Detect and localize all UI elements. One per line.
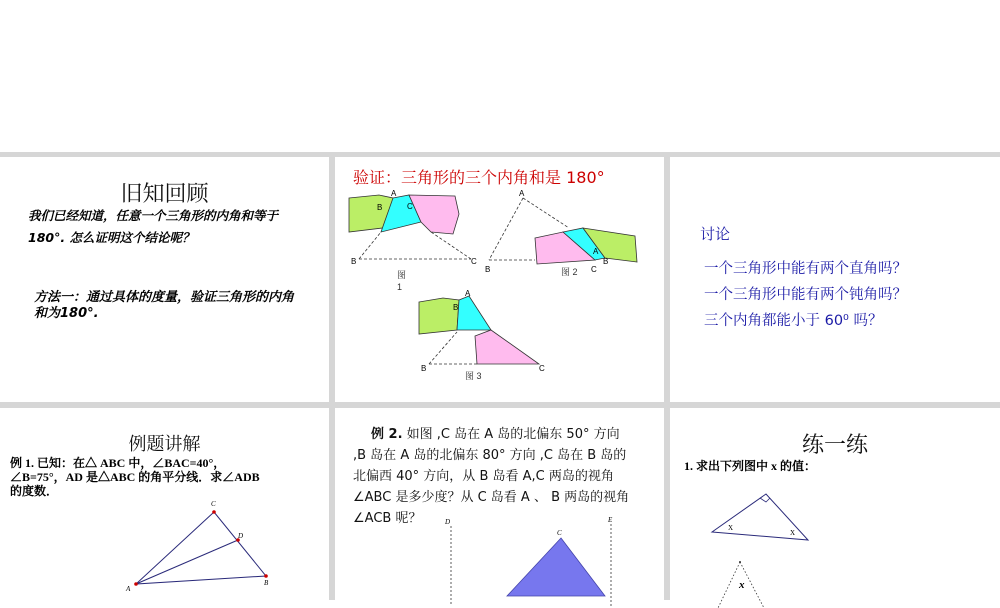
example-2-diagram xyxy=(435,516,635,606)
ex3-label-x1: X xyxy=(728,524,734,532)
example-2-body: 如图 ,C 岛在 A 岛的北偏东 50° 方向 ,B 岛在 A 岛的北偏东 80° 方向 ,C 岛在 B 岛的北偏西 40° 方向，从 B 岛看 A,C 两岛的视角∠ABC 是多少度？从 C 岛看 A 、 B 两岛的视角∠ACB 呢？ xyxy=(353,427,630,526)
figure-1-caption: 图1 xyxy=(397,270,407,292)
exercise-1-text: 1. 求出下列图中 x 的值： xyxy=(684,459,817,473)
fig2-label-c: C xyxy=(591,265,597,274)
fig1-label-b: B xyxy=(377,203,383,212)
figure-1-torn-triangle xyxy=(347,189,487,282)
discussion-question-3: 三个内角都能小于 60⁰ 吗？ xyxy=(704,313,883,329)
ex2-label-c: C xyxy=(557,529,562,537)
angle-bisector-ad xyxy=(136,540,238,584)
slide-4-thumbnail[interactable] xyxy=(0,408,329,600)
slide-3-thumbnail[interactable] xyxy=(670,157,1000,402)
fig3-label-b: B xyxy=(453,303,459,312)
fig2-label-b2: B xyxy=(603,257,609,266)
fig1-label-a: A xyxy=(391,189,397,198)
ex2-label-e: E xyxy=(608,516,613,524)
fig1-label-b2: B xyxy=(351,257,357,266)
blank-header-area xyxy=(0,0,1000,152)
triangle-abc xyxy=(136,512,266,584)
slide-6-thumbnail[interactable] xyxy=(670,408,1000,600)
triangle-abc-filled xyxy=(507,538,605,596)
slide-4-title: 例题讲解 xyxy=(128,434,201,455)
fig3-label-c: C xyxy=(539,364,545,373)
fig2-label-a2: A xyxy=(593,247,599,256)
discussion-question-2: 一个三角形中能有两个钝角吗？ xyxy=(704,287,907,303)
ex1-label-d: D xyxy=(238,532,244,540)
exercise-right-triangle xyxy=(710,490,850,550)
figure-3-torn-triangle xyxy=(415,289,555,382)
ex3-label-x2: X xyxy=(790,529,796,537)
slide-1-question: 我们已经知道，任意一个三角形的内角和等于180°. 怎么证明这个结论呢？ xyxy=(28,208,279,245)
ex1-label-a: A xyxy=(126,585,131,593)
fig1-label-c: C xyxy=(407,202,413,211)
figure-2-caption: 图 2 xyxy=(561,267,578,277)
fig2-label-a: A xyxy=(519,189,525,198)
fig2-label-b: B xyxy=(485,265,491,274)
ex1-label-c: C xyxy=(211,500,216,508)
example-1-text: 例 1. 已知：在△ ABC 中，∠BAC=40°，∠B=75°，AD 是△ABC 的角平分线．求∠ADB 的度数． xyxy=(10,456,260,498)
slide-1-title: 旧知回顾 xyxy=(120,182,209,207)
fig3-label-a: A xyxy=(465,289,471,298)
slide-1-thumbnail[interactable] xyxy=(0,157,329,402)
example-2-label: 例 2. xyxy=(371,427,403,442)
example-2-text xyxy=(353,424,631,526)
discussion-heading: 讨论 xyxy=(700,225,731,243)
right-angle-mark xyxy=(760,498,770,502)
example-1-triangle xyxy=(120,500,280,598)
slide-thumbnail-grid xyxy=(0,152,1000,600)
exercise-second-triangle xyxy=(710,558,790,608)
slide-5-thumbnail[interactable] xyxy=(335,408,664,600)
slide-6-title: 练一练 xyxy=(801,433,868,458)
fig3-pink-piece xyxy=(475,330,539,364)
fig3-cyan-piece xyxy=(457,296,491,330)
slide-1-method: 方法一：通过具体的度量，验证三角形的内角和为180°. xyxy=(34,290,295,321)
figure-3-caption: 图 3 xyxy=(465,371,482,381)
ex2-label-d: D xyxy=(445,518,451,526)
fig3-label-b2: B xyxy=(421,364,427,373)
ex3-label-small-x: x xyxy=(739,579,745,591)
slide-2-thumbnail[interactable] xyxy=(335,157,664,402)
ex1-label-b: B xyxy=(264,579,269,587)
slide-2-title: 验证：三角形的三个内角和是 180° xyxy=(353,168,605,187)
fig1-label-c2: C xyxy=(471,257,477,266)
discussion-question-1: 一个三角形中能有两个直角吗？ xyxy=(704,261,907,277)
